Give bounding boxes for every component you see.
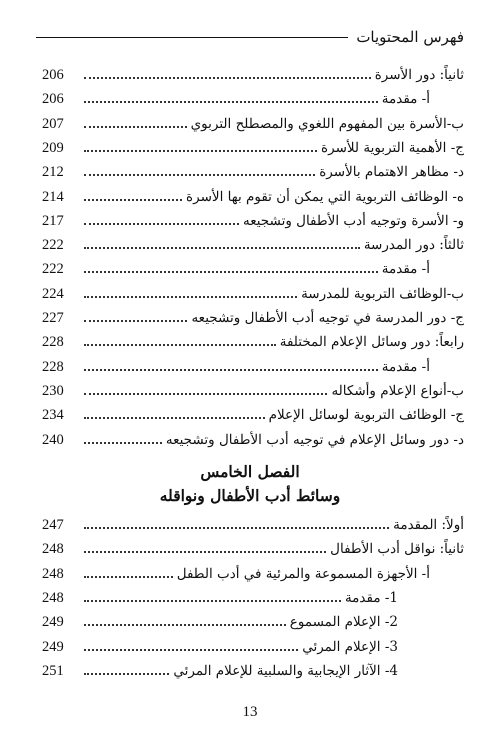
toc-entry-label: ثانياً: نواقل أدب الأطفال — [330, 541, 464, 558]
dot-leader — [84, 393, 327, 395]
dot-leader — [84, 344, 276, 346]
chapter-title: وسائط أدب الأطفال ونواقله — [159, 486, 341, 505]
toc-entry-label: ب-الوظائف التربوية للمدرسة — [301, 285, 464, 302]
toc-entry — [42, 256, 464, 278]
toc-entry-label: 4- الآثار الإيجابية والسلبية للإعلام المرئي — [173, 662, 398, 679]
toc-entry-label: ب-أنواع الإعلام وأشكاله — [331, 382, 464, 399]
toc-entry-page: 248 — [42, 565, 64, 582]
toc-entry — [42, 232, 464, 254]
toc-entry-page: 249 — [42, 638, 64, 655]
toc-entry-label: ج- الأهمية التربوية للأسرة — [321, 139, 464, 156]
toc-entry — [42, 305, 464, 327]
toc-entry — [42, 658, 464, 680]
dot-leader — [84, 576, 173, 578]
toc-entry-page: 207 — [42, 115, 64, 132]
toc-entry-label: و- الأسرة وتوجيه أدب الأطفال وتشجيعه — [242, 212, 464, 229]
toc-entry — [42, 427, 464, 449]
toc-entry-page: 222 — [42, 237, 64, 254]
header-title: فهرس المحتويات — [356, 28, 464, 46]
toc-entry-page: 217 — [42, 212, 64, 229]
toc-entry-page: 248 — [42, 589, 64, 606]
toc-entry-label: أ- مقدمة — [381, 358, 430, 375]
toc-entry — [42, 62, 464, 84]
toc-entry-page: 227 — [42, 310, 64, 326]
dot-leader — [84, 369, 378, 371]
running-header — [36, 22, 464, 52]
toc-entry — [42, 609, 464, 631]
toc-entry-page: 206 — [42, 67, 64, 83]
toc-entry-page: 234 — [42, 407, 64, 424]
dot-leader — [84, 126, 187, 128]
toc-entry-page: 224 — [42, 285, 64, 302]
toc-entry-label: أ- مقدمة — [381, 91, 430, 108]
toc-entry — [42, 561, 464, 583]
dot-leader — [84, 442, 162, 444]
toc-entry-page: 240 — [42, 431, 64, 448]
toc-entry-label: 1- مقدمة — [344, 589, 398, 606]
toc-entry-page: 251 — [42, 662, 64, 679]
dot-leader — [84, 600, 341, 602]
toc-entry-label: د- مظاهر الاهتمام بالأسرة — [319, 164, 464, 181]
toc-entry-page: 222 — [42, 261, 64, 278]
toc-entry — [42, 208, 464, 230]
toc-entry — [42, 512, 464, 534]
dot-leader — [84, 223, 239, 225]
toc-entry-page: 212 — [42, 164, 64, 181]
dot-leader — [84, 649, 298, 651]
toc-entry-page: 206 — [42, 91, 64, 108]
toc-entry-label: ج- الوظائف التربوية لوسائل الإعلام — [268, 407, 464, 424]
toc-entry — [42, 354, 464, 376]
toc-entry-page: 248 — [42, 541, 64, 558]
toc-entry-page: 228 — [42, 358, 64, 375]
dot-leader — [84, 271, 378, 273]
toc-entry-label: أ- مقدمة — [381, 261, 430, 278]
toc-entry-page: 214 — [42, 188, 64, 205]
dot-leader — [84, 296, 297, 298]
toc-entry — [42, 634, 464, 656]
dot-leader — [84, 199, 182, 201]
toc-entry — [42, 111, 464, 133]
toc-entry — [42, 281, 464, 303]
toc-entry-label: 2- الإعلام المسموع — [289, 614, 398, 631]
dot-leader — [84, 417, 265, 419]
toc-entry-page: 209 — [42, 139, 64, 156]
dot-leader — [84, 150, 317, 152]
dot-leader — [84, 527, 389, 529]
toc-entry — [42, 378, 464, 400]
dot-leader — [84, 174, 315, 176]
dot-leader — [84, 320, 187, 322]
toc-entry — [42, 159, 464, 181]
toc-entry-label: 3- الإعلام المرئي — [302, 638, 398, 655]
dot-leader — [84, 673, 169, 675]
toc-entry-label: أ- الأجهزة المسموعة والمرئية في أدب الطفل — [176, 565, 430, 582]
toc-entry — [42, 184, 464, 206]
toc-entry — [42, 402, 464, 424]
toc-entry-label: رابعاً: دور وسائل الإعلام المختلفة — [279, 334, 464, 351]
toc-entry-label: د- دور وسائل الإعلام في توجيه أدب الأطفال وتشجيعه — [165, 431, 464, 448]
toc-entry-label: ثالثاً: دور المدرسة — [363, 237, 464, 254]
toc-entry-label: ه- الوظائف التربوية التي يمكن أن تقوم بها الأسرة — [186, 188, 464, 205]
toc-entry-page: 247 — [42, 517, 64, 533]
toc-entry-label: ثانياً: دور الأسرة — [374, 67, 464, 83]
toc-entry — [42, 86, 464, 108]
page-number: 13 — [242, 704, 258, 720]
chapter-number: الفصل الخامس — [200, 462, 300, 481]
toc-entry — [42, 329, 464, 351]
dot-leader — [84, 77, 371, 79]
dot-leader — [84, 101, 378, 103]
toc-entry-label: أولاً: المقدمة — [393, 517, 464, 533]
toc-entry-label: ب-الأسرة بين المفهوم اللغوي والمصطلح التربوي — [190, 115, 464, 132]
dot-leader — [84, 551, 326, 553]
toc-entry — [42, 585, 464, 607]
toc-entry — [42, 135, 464, 157]
toc-entry — [42, 536, 464, 558]
toc-entry-page: 230 — [42, 382, 64, 399]
toc-entry-page: 228 — [42, 334, 64, 351]
header-rule — [36, 37, 348, 38]
toc-entry-page: 249 — [42, 614, 64, 631]
dot-leader — [84, 624, 286, 626]
toc-entry-label: ج- دور المدرسة في توجيه أدب الأطفال وتشجيعه — [191, 310, 464, 326]
dot-leader — [84, 247, 360, 249]
